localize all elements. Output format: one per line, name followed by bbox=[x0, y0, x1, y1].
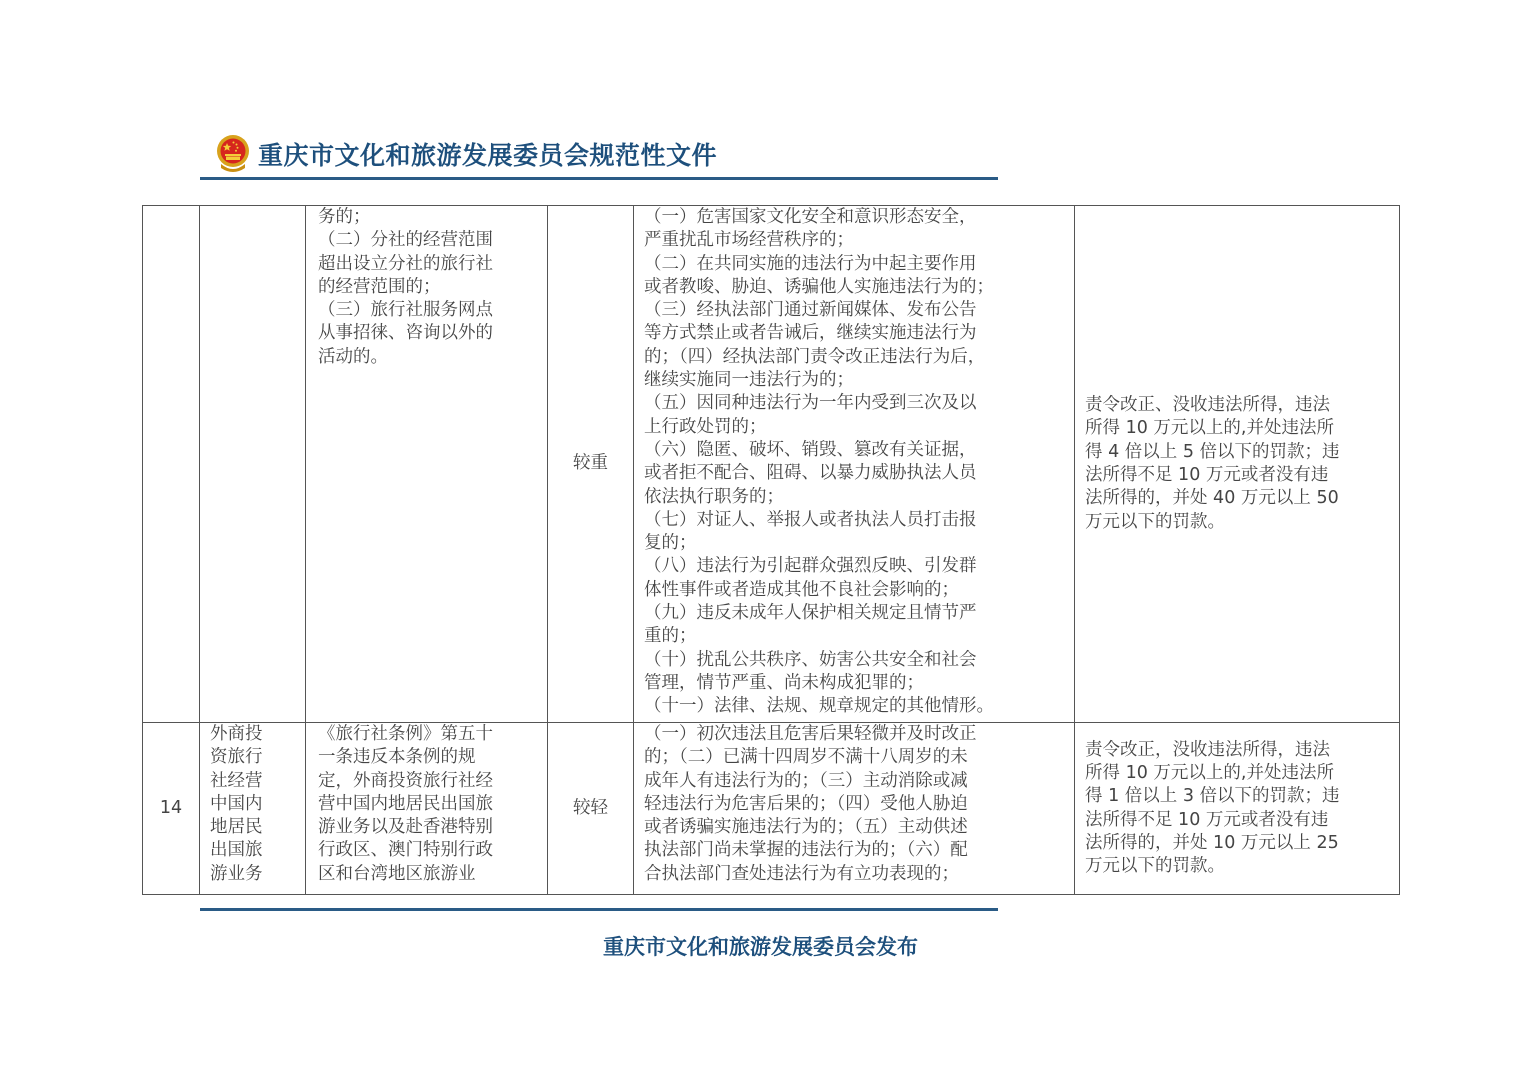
punishment-line: 得 1 倍以上 3 倍以下的罚款；违 bbox=[1085, 786, 1340, 807]
basis-line: （三）旅行社服务网点 bbox=[318, 300, 493, 321]
punishment-line: 万元以下的罚款。 bbox=[1085, 511, 1225, 532]
basis-line: 从事招徕、咨询以外的 bbox=[318, 323, 493, 344]
item-line: 出国旅 bbox=[210, 840, 263, 861]
document-header bbox=[200, 132, 998, 182]
penalty-table bbox=[142, 205, 1400, 895]
item-line: 游业务 bbox=[210, 863, 263, 884]
circumstance-line: 严重扰乱市场经营秩序的； bbox=[644, 230, 854, 251]
circumstance-line: 合执法部门查处违法行为有立功表现的； bbox=[644, 863, 959, 884]
circumstance-line: （一）危害国家文化安全和意识形态安全， bbox=[644, 207, 977, 227]
basis-line: 行政区、澳门特别行政 bbox=[318, 840, 493, 861]
circumstance-line: 成年人有违法行为的；（三）主动消除或减 bbox=[644, 770, 968, 791]
circumstance-line: （六）隐匿、破坏、销毁、篡改有关证据， bbox=[644, 439, 977, 460]
item-cell bbox=[200, 206, 306, 723]
item-line: 社经营 bbox=[210, 770, 263, 791]
footer-publisher: 重庆市文化和旅游发展委员会发布 bbox=[603, 934, 918, 959]
item-cell bbox=[200, 723, 306, 895]
table-row bbox=[143, 723, 1400, 895]
circumstance-line: 或者拒不配合、阻碍、以暴力威胁执法人员 bbox=[644, 463, 977, 484]
circumstance-line: 上行政处罚的； bbox=[644, 416, 767, 437]
basis-line: 《旅行社条例》第五十 bbox=[318, 724, 493, 744]
table-row bbox=[143, 206, 1400, 723]
header-title: 重庆市文化和旅游发展委员会规范性文件 bbox=[258, 141, 718, 170]
circumstance-line: 依法执行职务的； bbox=[644, 486, 784, 507]
severity-level: 较轻 bbox=[548, 723, 634, 895]
severity-level: 较重 bbox=[548, 206, 634, 723]
circumstance-line: （八）违法行为引起群众强烈反映、引发群 bbox=[644, 556, 977, 577]
punishment-cell bbox=[1075, 206, 1400, 723]
punishment-line: 万元以下的罚款。 bbox=[1085, 856, 1225, 877]
circumstance-line: （一）初次违法且危害后果轻微并及时改正 bbox=[644, 724, 977, 744]
circumstance-line: 复的； bbox=[644, 533, 697, 554]
basis-cell bbox=[306, 723, 548, 895]
circumstance-line: （三）经执法部门通过新闻媒体、发布公告 bbox=[644, 300, 977, 321]
punishment-line: 法所得不足 10 万元或者没有违 bbox=[1085, 809, 1329, 830]
basis-line: 定，外商投资旅行社经 bbox=[318, 770, 493, 791]
footer-rule bbox=[200, 908, 998, 911]
national-emblem-icon bbox=[216, 134, 250, 172]
punishment-line: 责令改正、没收违法所得，违法 bbox=[1085, 395, 1330, 416]
basis-line: 务的； bbox=[318, 207, 371, 227]
circumstance-line: （五）因同种违法行为一年内受到三次及以 bbox=[644, 393, 977, 414]
item-line: 地居民 bbox=[210, 817, 263, 838]
basis-line: 超出设立分社的旅行社 bbox=[318, 253, 493, 274]
basis-line: 的经营范围的； bbox=[318, 276, 441, 297]
punishment-line: 法所得不足 10 万元或者没有违 bbox=[1085, 465, 1329, 485]
circumstance-line: （十）扰乱公共秩序、妨害公共安全和社会 bbox=[644, 649, 977, 670]
row-number: 14 bbox=[143, 723, 200, 895]
basis-line: 营中国内地居民出国旅 bbox=[318, 793, 493, 814]
basis-line: 活动的。 bbox=[318, 346, 388, 367]
basis-line: （二）分社的经营范围 bbox=[318, 230, 493, 251]
circumstance-line: （二）在共同实施的违法行为中起主要作用 bbox=[644, 253, 977, 274]
circumstance-line: 执法部门尚未掌握的违法行为的；（六）配 bbox=[644, 840, 968, 861]
basis-cell bbox=[306, 206, 548, 723]
basis-line: 区和台湾地区旅游业 bbox=[318, 863, 476, 884]
circumstance-line: （十一）法律、法规、规章规定的其他情形。 bbox=[644, 696, 994, 717]
punishment-line: 所得 10 万元以上的,并处违法所 bbox=[1085, 762, 1334, 783]
circumstance-line: 继续实施同一违法行为的； bbox=[644, 370, 854, 391]
item-line: 资旅行 bbox=[210, 747, 263, 768]
item-line: 中国内 bbox=[210, 793, 263, 814]
punishment-cell bbox=[1075, 723, 1400, 895]
item-line: 外商投 bbox=[210, 724, 263, 744]
circumstance-line: 或者教唆、胁迫、诱骗他人实施违法行为的； bbox=[644, 276, 994, 297]
circumstances-cell bbox=[634, 723, 1075, 895]
circumstance-line: 或者诱骗实施违法行为的；（五）主动供述 bbox=[644, 817, 968, 838]
circumstance-line: 体性事件或者造成其他不良社会影响的； bbox=[644, 579, 959, 600]
circumstances-cell bbox=[634, 206, 1075, 723]
punishment-line: 法所得的，并处 10 万元以上 25 bbox=[1085, 832, 1339, 853]
header-rule bbox=[200, 177, 998, 180]
row-number bbox=[143, 206, 200, 723]
punishment-line: 所得 10 万元以上的,并处违法所 bbox=[1085, 418, 1334, 439]
circumstance-line: 的；（四）经执法部门责令改正违法行为后， bbox=[644, 346, 986, 367]
circumstance-line: 管理，情节严重、尚未构成犯罪的； bbox=[644, 672, 924, 693]
basis-line: 一条违反本条例的规 bbox=[318, 747, 476, 768]
circumstance-line: 的；（二）已满十四周岁不满十八周岁的未 bbox=[644, 747, 968, 768]
punishment-line: 得 4 倍以上 5 倍以下的罚款；违 bbox=[1085, 441, 1340, 462]
circumstance-line: 轻违法行为危害后果的；（四）受他人胁迫 bbox=[644, 793, 968, 814]
circumstance-line: （九）违反未成年人保护相关规定且情节严 bbox=[644, 603, 977, 624]
circumstance-line: 重的； bbox=[644, 626, 697, 647]
circumstance-line: 等方式禁止或者告诫后，继续实施违法行为 bbox=[644, 323, 977, 344]
punishment-line: 责令改正，没收违法所得，违法 bbox=[1085, 739, 1330, 760]
basis-line: 游业务以及赴香港特别 bbox=[318, 817, 493, 838]
circumstance-line: （七）对证人、举报人或者执法人员打击报 bbox=[644, 509, 977, 530]
punishment-line: 法所得的，并处 40 万元以上 50 bbox=[1085, 488, 1339, 509]
